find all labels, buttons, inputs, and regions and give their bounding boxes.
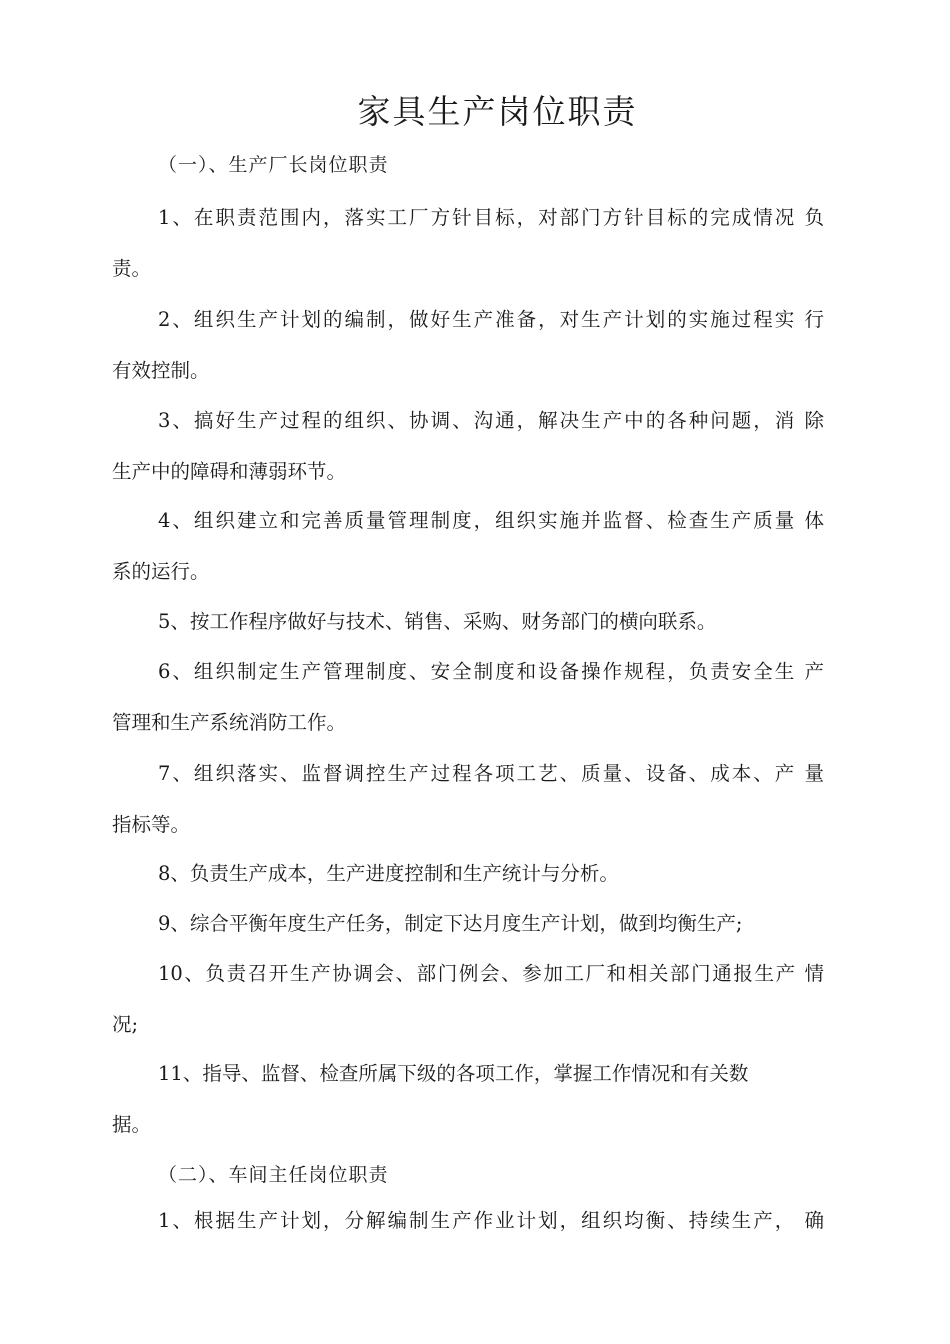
section-heading-1: （一）、生产厂长岗位职责 — [158, 154, 389, 176]
list-item — [112, 1048, 824, 1150]
list-item-line: 责。 — [112, 257, 152, 280]
document-title: 家具生产岗位职责 — [357, 92, 638, 131]
list-item-line: 指标等。 — [112, 813, 191, 836]
list-item-line: 况; — [112, 1013, 139, 1036]
section-heading-2: （二）、车间主任岗位职责 — [158, 1164, 389, 1186]
list-item-line: 1、根据生产计划，分解编制生产作业计划，组织均衡、持续生产， 确 — [158, 1209, 824, 1232]
list-item — [112, 596, 824, 647]
list-item-line: 8、负责生产成本，生产进度控制和生产统计与分析。 — [158, 862, 619, 885]
list-item-line: 管理和生产系统消防工作。 — [112, 711, 347, 734]
list-item — [112, 646, 824, 748]
list-item-line: 10、负责召开生产协调会、部门例会、参加工厂和相关部门通报生产 情 — [158, 962, 824, 985]
list-item-line: 5、按工作程序做好与技术、销售、采购、财务部门的横向联系。 — [158, 610, 717, 633]
list-item-line: 4、组织建立和完善质量管理制度，组织实施并监督、检查生产质量 体 — [158, 509, 824, 532]
list-item — [112, 395, 824, 497]
list-item-line: 生产中的障碍和薄弱环节。 — [112, 460, 347, 483]
list-item — [112, 192, 824, 294]
list-item — [112, 495, 824, 597]
list-item-line: 6、组织制定生产管理制度、安全制度和设备操作规程，负责安全生 产 — [158, 660, 824, 683]
list-item-line: 据。 — [112, 1113, 152, 1136]
list-item-line: 1、在职责范围内，落实工厂方针目标，对部门方针目标的完成情况 负 — [158, 206, 824, 229]
list-item-line: 2、组织生产计划的编制，做好生产准备，对生产计划的实施过程实 行 — [158, 308, 824, 331]
list-item-line: 系的运行。 — [112, 560, 210, 583]
list-item — [112, 848, 824, 899]
list-item-line: 3、搞好生产过程的组织、协调、沟通，解决生产中的各种问题，消 除 — [158, 409, 824, 432]
list-item-line: 7、组织落实、监督调控生产过程各项工艺、质量、设备、成本、产 量 — [158, 762, 824, 785]
list-item-line: 9、综合平衡年度生产任务，制定下达月度生产计划，做到均衡生产; — [158, 912, 743, 935]
list-item — [112, 1195, 824, 1246]
list-item-line: 11、指导、监督、检查所属下级的各项工作，掌握工作情况和有关数 — [158, 1062, 749, 1085]
list-item — [112, 294, 824, 396]
list-item-line: 有效控制。 — [112, 359, 210, 382]
list-item — [112, 948, 824, 1050]
list-item — [112, 748, 824, 850]
list-item — [112, 898, 824, 949]
